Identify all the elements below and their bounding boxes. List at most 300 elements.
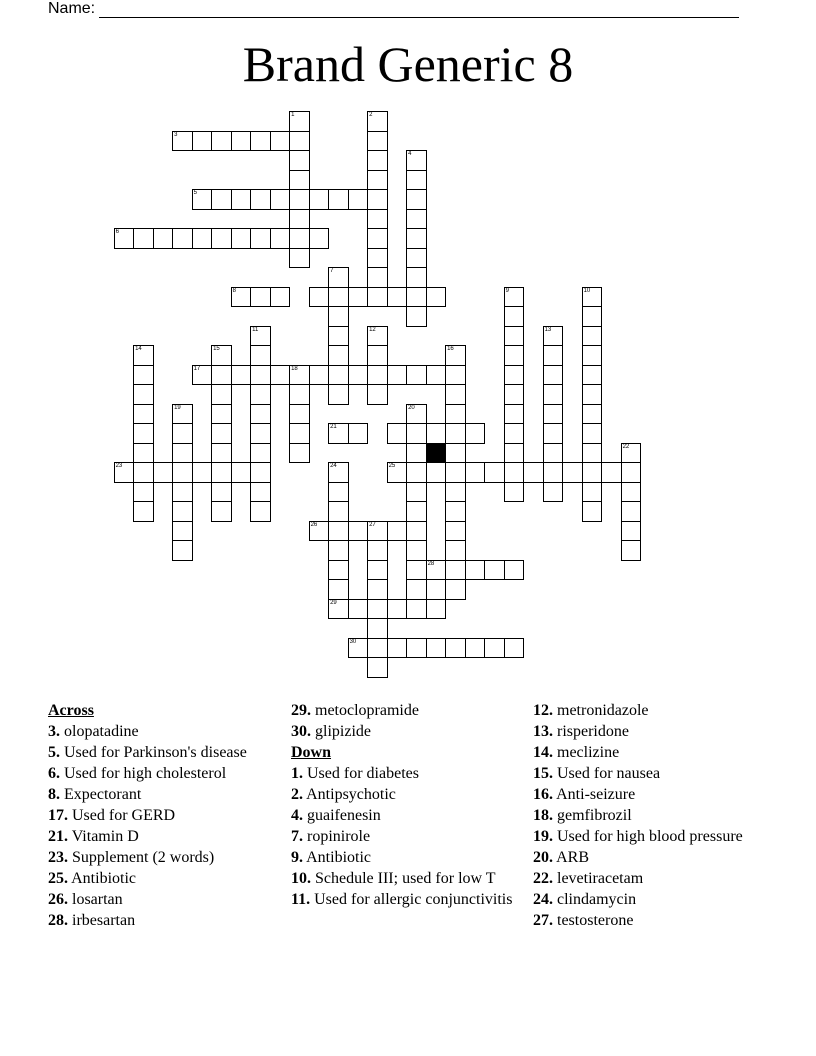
grid-cell[interactable] [445, 404, 466, 425]
grid-cell[interactable] [543, 482, 564, 503]
grid-cell[interactable] [504, 404, 525, 425]
grid-cell[interactable] [582, 501, 603, 522]
clue-number: 13. [533, 723, 553, 740]
grid-cell[interactable] [250, 404, 271, 425]
grid-cell[interactable] [289, 209, 310, 230]
grid-cell[interactable] [406, 189, 427, 210]
grid-cell[interactable] [504, 345, 525, 366]
grid-cell[interactable] [543, 326, 564, 347]
clue-item [533, 744, 773, 761]
grid-cell[interactable] [114, 228, 135, 249]
grid-cell[interactable] [211, 482, 232, 503]
grid-cell[interactable] [367, 267, 388, 288]
grid-cell[interactable] [445, 462, 466, 483]
grid-cell[interactable] [426, 423, 447, 444]
grid-cell[interactable] [367, 170, 388, 191]
grid-cell[interactable] [133, 365, 154, 386]
clue-item [533, 786, 773, 803]
clue-number: 23. [48, 849, 68, 866]
grid-cell[interactable] [543, 384, 564, 405]
grid-cell[interactable] [250, 345, 271, 366]
clue-text: metronidazole [553, 702, 649, 719]
grid-cell[interactable] [289, 384, 310, 405]
grid-cell[interactable] [387, 423, 408, 444]
name-label: Name: [48, 0, 96, 17]
clue-number: 2. [291, 786, 303, 803]
grid-cell[interactable] [289, 189, 310, 210]
clue-text: glipizide [311, 723, 371, 740]
grid-cell[interactable] [231, 462, 252, 483]
grid-cell[interactable] [367, 579, 388, 600]
grid-cell[interactable] [309, 189, 330, 210]
grid-cell[interactable] [231, 131, 252, 152]
grid-cell[interactable] [133, 345, 154, 366]
grid-cell[interactable] [250, 228, 271, 249]
grid-cell[interactable] [114, 462, 135, 483]
clue-number: 12. [533, 702, 553, 719]
grid-cell[interactable] [621, 462, 642, 483]
grid-cell[interactable] [504, 638, 525, 659]
grid-cell[interactable] [211, 189, 232, 210]
grid-cell[interactable] [192, 365, 213, 386]
grid-cell[interactable] [309, 228, 330, 249]
grid-cell[interactable] [133, 384, 154, 405]
grid-cell[interactable] [172, 443, 193, 464]
grid-cell[interactable] [250, 131, 271, 152]
clue-number: 25 [388, 463, 396, 469]
grid-cell[interactable] [172, 228, 193, 249]
grid-cell[interactable] [172, 482, 193, 503]
clue-text: Anti-seizure [553, 786, 636, 803]
grid-cell[interactable] [445, 345, 466, 366]
grid-cell[interactable] [406, 521, 427, 542]
grid-cell[interactable] [367, 326, 388, 347]
grid-cell[interactable] [504, 443, 525, 464]
grid-cell[interactable] [426, 560, 447, 581]
grid-cell[interactable] [289, 170, 310, 191]
grid-cell[interactable] [543, 365, 564, 386]
grid-cell[interactable] [153, 228, 174, 249]
clue-text: Used for GERD [68, 807, 176, 824]
grid-cell[interactable] [328, 306, 349, 327]
grid-cell[interactable] [289, 111, 310, 132]
grid-cell[interactable] [445, 540, 466, 561]
grid-cell[interactable] [328, 521, 349, 542]
clue-number: 17 [193, 365, 201, 372]
grid-cell[interactable] [211, 384, 232, 405]
clue-text: levetiracetam [553, 870, 644, 887]
grid-cell[interactable] [445, 384, 466, 405]
grid-cell[interactable] [270, 365, 291, 386]
grid-cell[interactable] [543, 345, 564, 366]
grid-cell[interactable] [211, 462, 232, 483]
clue-number: 24. [533, 891, 553, 908]
clue-number: 7 [330, 268, 334, 274]
grid-cell[interactable] [367, 287, 388, 308]
clue-item [291, 765, 516, 782]
grid-cell[interactable] [133, 228, 154, 249]
grid-cell[interactable] [367, 365, 388, 386]
grid-cell[interactable] [211, 404, 232, 425]
grid-cell[interactable] [582, 365, 603, 386]
grid-cell[interactable] [172, 131, 193, 152]
grid-cell[interactable] [543, 462, 564, 483]
clue-number: 4 [408, 151, 412, 157]
grid-cell[interactable] [250, 365, 271, 386]
grid-cell[interactable] [328, 560, 349, 581]
grid-cell[interactable] [231, 365, 252, 386]
grid-cell[interactable] [250, 384, 271, 405]
clue-number: 30 [349, 638, 357, 645]
grid-cell[interactable] [250, 423, 271, 444]
grid-cell[interactable] [406, 170, 427, 191]
grid-cell[interactable] [133, 482, 154, 503]
grid-cell[interactable] [504, 423, 525, 444]
clue-text: Used for allergic conjunctivitis [310, 891, 513, 908]
grid-cell[interactable] [406, 228, 427, 249]
grid-cell[interactable] [445, 423, 466, 444]
clue-item [48, 870, 278, 887]
grid-cell[interactable] [543, 443, 564, 464]
clue-number: 5. [48, 744, 60, 761]
grid-cell[interactable] [504, 365, 525, 386]
clue-item [291, 723, 516, 740]
grid-cell[interactable] [387, 638, 408, 659]
grid-cell[interactable] [270, 287, 291, 308]
grid-cell[interactable] [211, 228, 232, 249]
clue-number: 3 [174, 131, 178, 138]
grid-cell[interactable] [406, 443, 427, 464]
grid-cell[interactable] [289, 404, 310, 425]
grid-cell[interactable] [406, 267, 427, 288]
clue-item [291, 849, 516, 866]
grid-cell[interactable] [406, 540, 427, 561]
grid-cell[interactable] [406, 501, 427, 522]
grid-cell[interactable] [367, 209, 388, 230]
grid-cell[interactable] [270, 228, 291, 249]
clue-number: 16. [533, 786, 553, 803]
grid-cell[interactable] [367, 618, 388, 639]
grid-cell[interactable] [153, 462, 174, 483]
clue-text: Used for diabetes [303, 765, 419, 782]
clue-item [48, 765, 278, 782]
grid-cell[interactable] [250, 443, 271, 464]
grid-cell[interactable] [289, 423, 310, 444]
grid-cell[interactable] [211, 345, 232, 366]
grid-cell[interactable] [582, 345, 603, 366]
grid-cell[interactable] [387, 287, 408, 308]
grid-cell[interactable] [172, 540, 193, 561]
grid-cell[interactable] [367, 189, 388, 210]
grid-cell[interactable] [582, 423, 603, 444]
clue-item [291, 807, 516, 824]
grid-cell[interactable] [172, 521, 193, 542]
clue-item [48, 723, 278, 740]
grid-cell[interactable] [387, 365, 408, 386]
grid-cell[interactable] [601, 462, 622, 483]
grid-cell[interactable] [133, 423, 154, 444]
clue-text: ARB [553, 849, 590, 866]
grid-cell[interactable] [543, 404, 564, 425]
grid-cell[interactable] [348, 189, 369, 210]
grid-cell[interactable] [348, 287, 369, 308]
grid-cell[interactable] [426, 599, 447, 620]
grid-cell[interactable] [211, 131, 232, 152]
grid-cell[interactable] [621, 443, 642, 464]
grid-cell[interactable] [367, 150, 388, 171]
grid-cell[interactable] [348, 521, 369, 542]
grid-cell[interactable] [621, 540, 642, 561]
grid-cell[interactable] [406, 287, 427, 308]
grid-cell[interactable] [250, 482, 271, 503]
grid-cell[interactable] [270, 189, 291, 210]
grid-cell[interactable] [406, 404, 427, 425]
grid-cell[interactable] [406, 482, 427, 503]
grid-cell[interactable] [231, 287, 252, 308]
clue-number: 11. [291, 891, 311, 908]
grid-cell[interactable] [289, 131, 310, 152]
grid-cell[interactable] [348, 599, 369, 620]
grid-cell[interactable] [504, 384, 525, 405]
grid-cell[interactable] [387, 599, 408, 620]
grid-cell[interactable] [328, 482, 349, 503]
grid-cell[interactable] [250, 189, 271, 210]
clue-number: 2 [369, 112, 373, 118]
grid-cell[interactable] [582, 462, 603, 483]
grid-cell[interactable] [465, 423, 486, 444]
grid-cell[interactable] [367, 111, 388, 132]
clue-item [291, 891, 516, 908]
grid-cell[interactable] [367, 228, 388, 249]
grid-cell[interactable] [387, 462, 408, 483]
grid-cell[interactable] [328, 599, 349, 620]
grid-cell[interactable] [289, 248, 310, 269]
clue-number: 28 [427, 560, 435, 567]
grid-cell[interactable] [484, 638, 505, 659]
clue-item [533, 912, 773, 929]
grid-cell[interactable] [406, 248, 427, 269]
clue-number: 14 [135, 346, 142, 352]
clue-item [533, 807, 773, 824]
grid-cell[interactable] [406, 423, 427, 444]
grid-cell[interactable] [426, 638, 447, 659]
grid-cell[interactable] [367, 384, 388, 405]
clue-number: 28. [48, 912, 68, 929]
grid-cell[interactable] [504, 482, 525, 503]
grid-cell[interactable] [465, 462, 486, 483]
clue-item [533, 870, 773, 887]
grid-cell[interactable] [582, 443, 603, 464]
grid-cell[interactable] [406, 599, 427, 620]
grid-cell[interactable] [328, 462, 349, 483]
down-clue-list-continued [533, 702, 773, 929]
clue-number: 8. [48, 786, 60, 803]
clue-number: 10. [291, 870, 311, 887]
clue-text: risperidone [553, 723, 629, 740]
grid-cell[interactable] [328, 287, 349, 308]
clue-text: Used for nausea [553, 765, 661, 782]
grid-cell[interactable] [484, 462, 505, 483]
grid-cell[interactable] [426, 462, 447, 483]
grid-cell[interactable] [621, 501, 642, 522]
grid-cell[interactable] [367, 131, 388, 152]
grid-cell[interactable] [367, 248, 388, 269]
grid-cell[interactable] [406, 365, 427, 386]
grid-cell[interactable] [504, 287, 525, 308]
grid-cell[interactable] [250, 462, 271, 483]
grid-cell[interactable] [309, 521, 330, 542]
clue-number: 15 [213, 346, 220, 352]
grid-cell[interactable] [445, 560, 466, 581]
grid-cell[interactable] [582, 306, 603, 327]
grid-cell[interactable] [582, 287, 603, 308]
grid-cell[interactable] [328, 189, 349, 210]
grid-cell[interactable] [328, 365, 349, 386]
grid-cell[interactable] [289, 443, 310, 464]
grid-cell[interactable] [621, 482, 642, 503]
grid-cell[interactable] [367, 599, 388, 620]
grid-cell[interactable] [172, 462, 193, 483]
grid-cell[interactable] [387, 521, 408, 542]
clue-number: 26. [48, 891, 68, 908]
grid-cell[interactable] [406, 462, 427, 483]
grid-cell[interactable] [543, 423, 564, 444]
grid-cell[interactable] [133, 462, 154, 483]
clue-number: 1. [291, 765, 303, 782]
grid-cell[interactable] [445, 501, 466, 522]
clue-number: 1 [291, 112, 295, 118]
grid-cell[interactable] [309, 365, 330, 386]
clue-text: Antibiotic [68, 870, 136, 887]
grid-cell[interactable] [192, 189, 213, 210]
grid-cell[interactable] [406, 209, 427, 230]
clue-item [533, 765, 773, 782]
grid-cell[interactable] [172, 423, 193, 444]
grid-cell[interactable] [192, 462, 213, 483]
grid-cell[interactable] [504, 326, 525, 347]
grid-cell[interactable] [328, 267, 349, 288]
grid-cell[interactable] [192, 228, 213, 249]
grid-cell[interactable] [211, 443, 232, 464]
grid-cell[interactable] [582, 482, 603, 503]
grid-cell[interactable] [465, 638, 486, 659]
grid-cell[interactable] [172, 501, 193, 522]
grid-cell[interactable] [582, 384, 603, 405]
grid-cell[interactable] [192, 131, 213, 152]
grid-cell[interactable] [426, 287, 447, 308]
grid-cell[interactable] [504, 462, 525, 483]
grid-cell[interactable] [309, 287, 330, 308]
grid-cell[interactable] [426, 365, 447, 386]
grid-cell[interactable] [348, 423, 369, 444]
grid-cell[interactable] [348, 365, 369, 386]
grid-cell[interactable] [504, 306, 525, 327]
grid-cell[interactable] [133, 404, 154, 425]
grid-cell[interactable] [367, 638, 388, 659]
grid-cell[interactable] [406, 306, 427, 327]
clue-number: 16 [447, 346, 454, 352]
grid-cell[interactable] [523, 462, 544, 483]
grid-cell[interactable] [445, 482, 466, 503]
clue-number: 18 [291, 365, 298, 372]
grid-cell[interactable] [289, 365, 310, 386]
grid-cell[interactable] [289, 150, 310, 171]
grid-cell[interactable] [445, 521, 466, 542]
grid-cell[interactable] [328, 540, 349, 561]
grid-cell[interactable] [406, 579, 427, 600]
grid-cell[interactable] [445, 579, 466, 600]
clue-text: losartan [68, 891, 123, 908]
grid-cell[interactable] [406, 150, 427, 171]
grid-cell[interactable] [367, 560, 388, 581]
grid-cell[interactable] [465, 560, 486, 581]
clue-item [533, 849, 773, 866]
grid-cell[interactable] [367, 657, 388, 678]
grid-cell[interactable] [211, 501, 232, 522]
clue-text: Expectorant [60, 786, 142, 803]
clue-item [291, 702, 516, 719]
clue-number: 9 [505, 287, 509, 294]
grid-cell[interactable] [133, 501, 154, 522]
grid-cell[interactable] [328, 384, 349, 405]
grid-cell[interactable] [328, 423, 349, 444]
clue-number: 14. [533, 744, 553, 761]
grid-cell[interactable] [133, 443, 154, 464]
clue-number: 6. [48, 765, 60, 782]
grid-cell[interactable] [621, 521, 642, 542]
grid-cell[interactable] [582, 326, 603, 347]
grid-cell[interactable] [445, 638, 466, 659]
clue-text: olopatadine [60, 723, 139, 740]
grid-cell[interactable] [367, 521, 388, 542]
clue-item [48, 786, 278, 803]
grid-cell[interactable] [445, 443, 466, 464]
grid-cell[interactable] [562, 462, 583, 483]
grid-cell[interactable] [250, 501, 271, 522]
grid-cell[interactable] [348, 638, 369, 659]
grid-cell[interactable] [582, 404, 603, 425]
clue-number: 17. [48, 807, 68, 824]
grid-cell[interactable] [484, 560, 505, 581]
grid-cell[interactable] [270, 131, 291, 152]
grid-cell[interactable] [328, 345, 349, 366]
grid-cell[interactable] [172, 404, 193, 425]
grid-cell[interactable] [328, 326, 349, 347]
grid-cell[interactable] [211, 423, 232, 444]
grid-cell[interactable] [250, 287, 271, 308]
clue-number: 19. [533, 828, 553, 845]
grid-cell[interactable] [367, 345, 388, 366]
clue-number: 24 [330, 463, 337, 469]
grid-cell[interactable] [445, 365, 466, 386]
grid-cell[interactable] [231, 189, 252, 210]
across-clue-list-continued [291, 702, 516, 740]
clue-text: Used for Parkinson's disease [60, 744, 247, 761]
grid-cell[interactable] [367, 540, 388, 561]
clue-number: 11 [252, 326, 259, 333]
grid-cell[interactable] [211, 365, 232, 386]
grid-cell[interactable] [289, 228, 310, 249]
clue-number: 29 [330, 599, 337, 606]
grid-cell[interactable] [504, 560, 525, 581]
clue-text: Used for high cholesterol [60, 765, 227, 782]
grid-cell[interactable] [406, 560, 427, 581]
grid-cell[interactable] [328, 579, 349, 600]
grid-cell[interactable] [328, 501, 349, 522]
grid-cell[interactable] [250, 326, 271, 347]
grid-cell[interactable] [406, 638, 427, 659]
grid-cell[interactable] [231, 228, 252, 249]
